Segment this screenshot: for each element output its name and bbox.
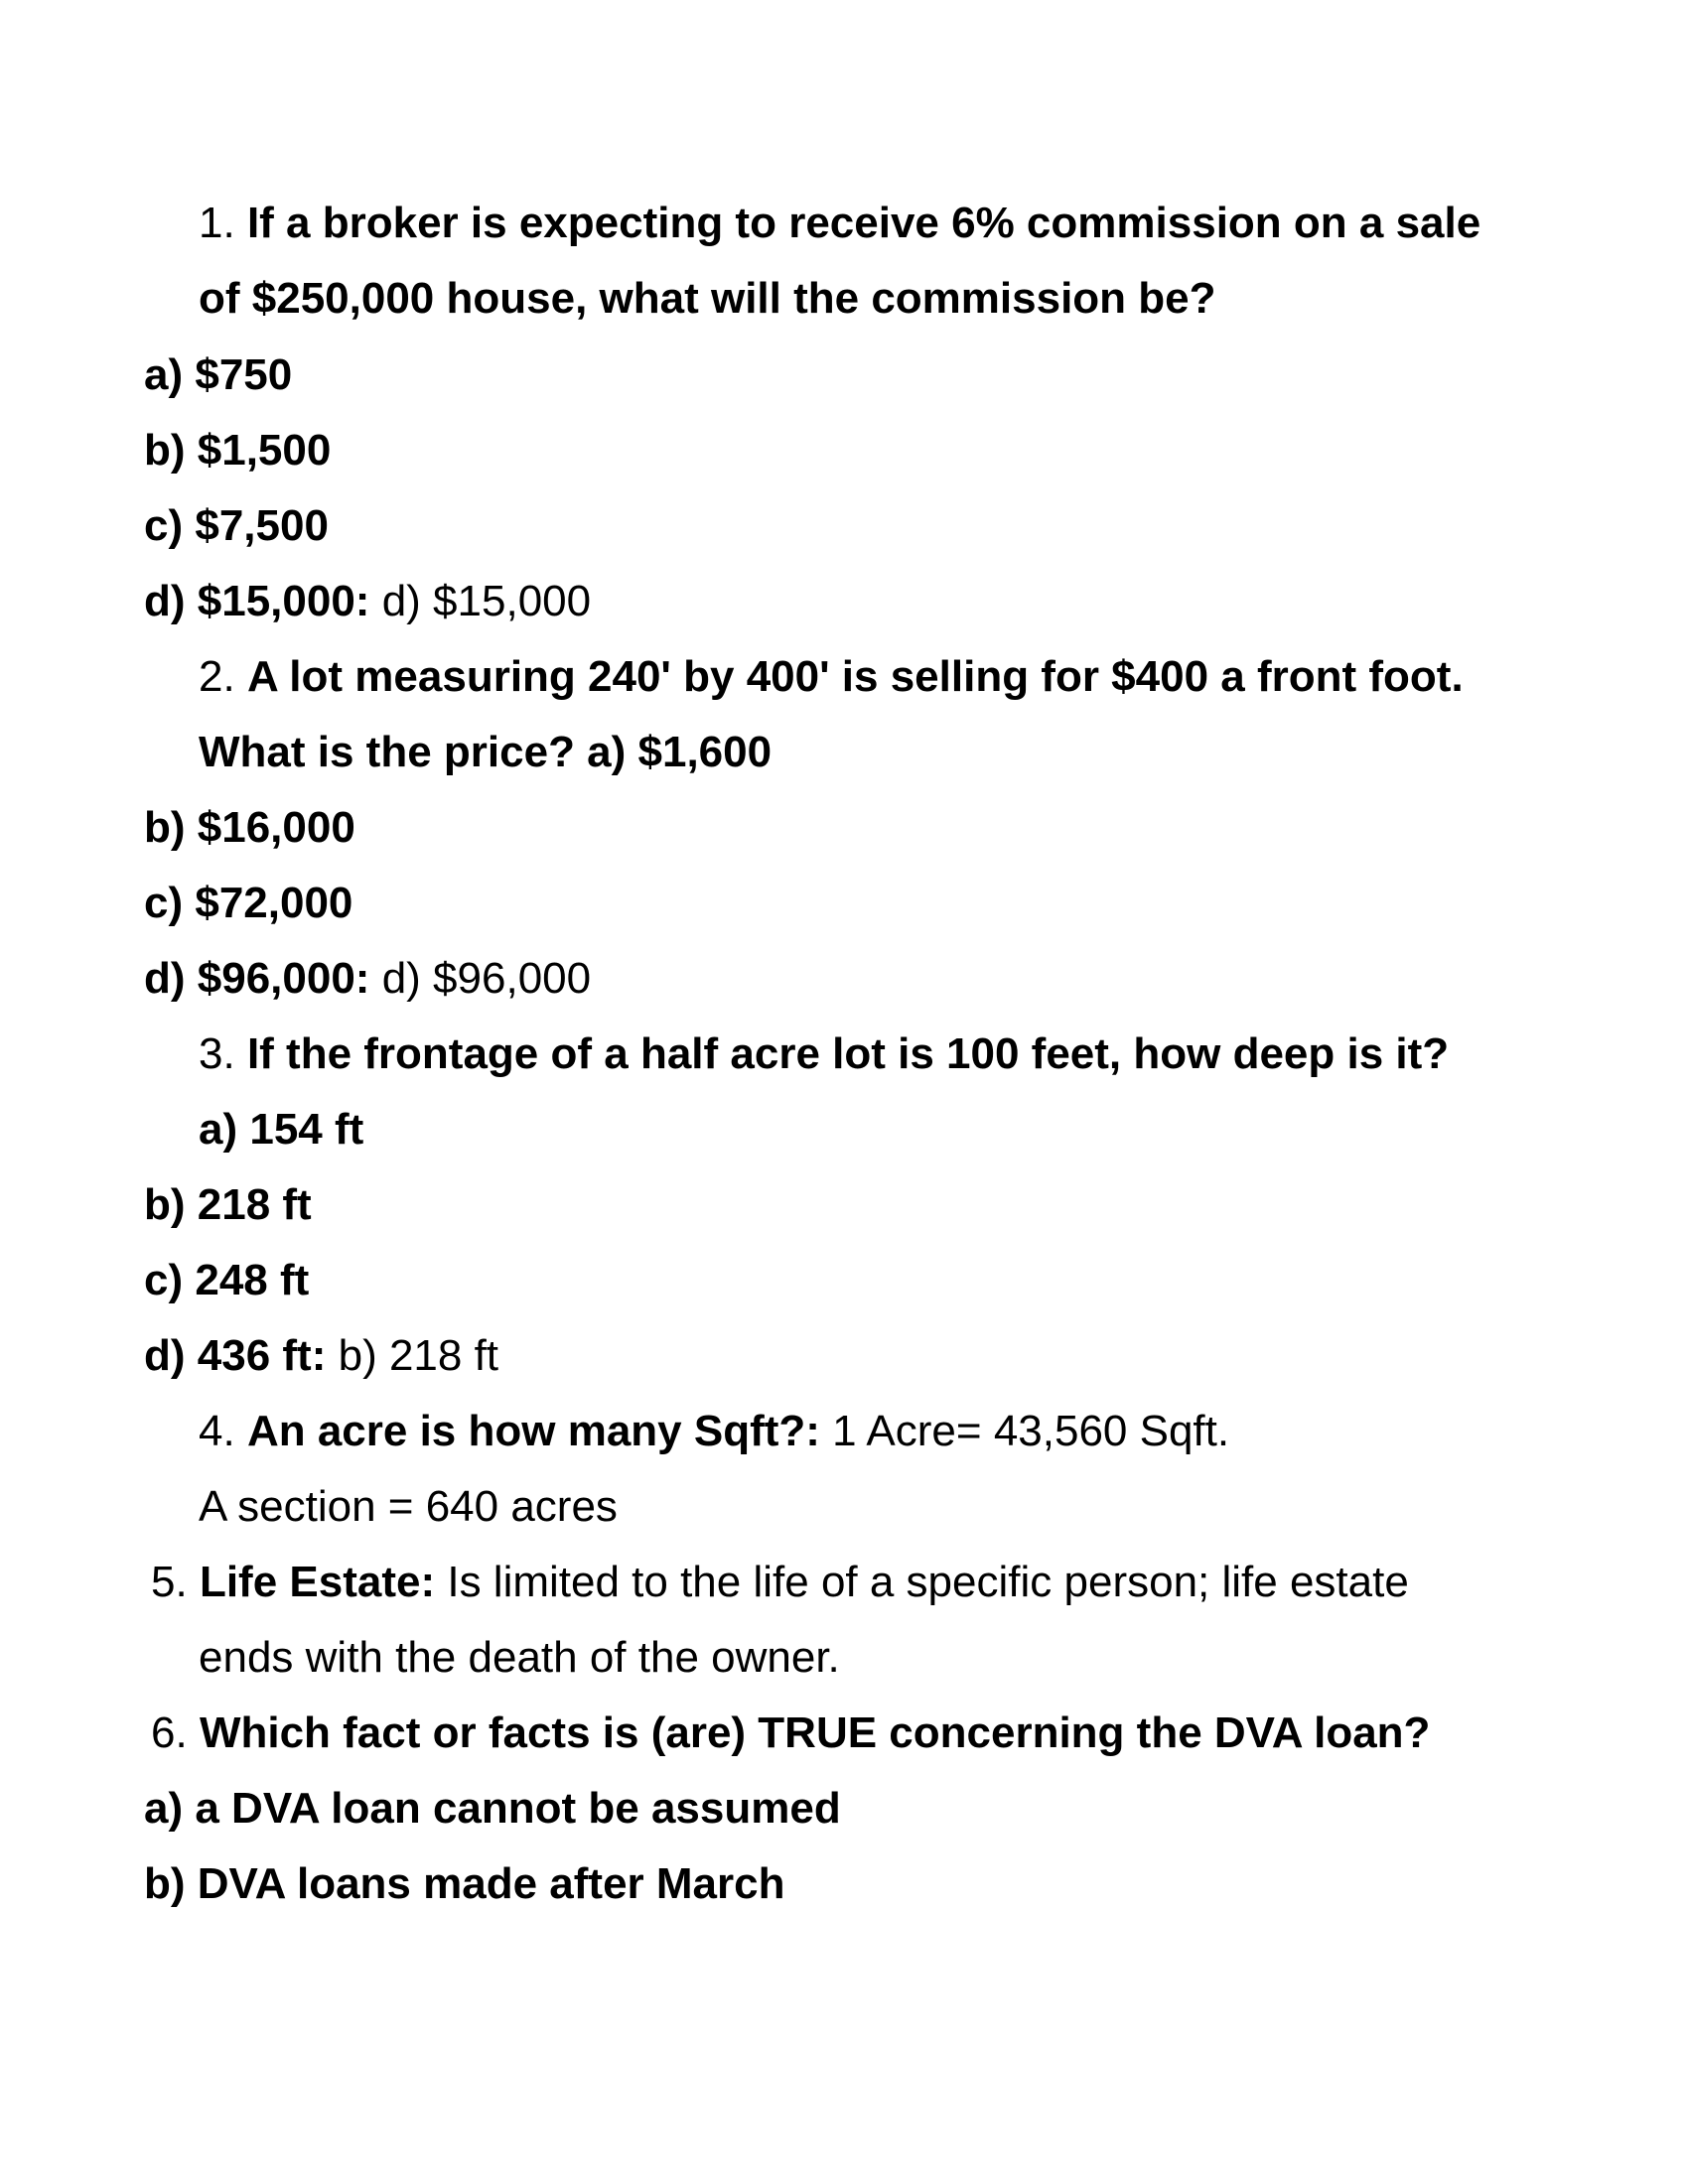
question-1-line-1 (199, 198, 1480, 249)
question-6-line-1 (151, 1707, 1430, 1759)
question-text: What is the price? a) $1,600 (199, 728, 773, 776)
item-4-line-1 (199, 1406, 1229, 1457)
option-b (144, 1179, 312, 1231)
option-text: b) $1,500 (144, 426, 332, 475)
option-d-with-answer (144, 953, 591, 1005)
option-a (144, 1783, 841, 1835)
question-number: 4. (199, 1407, 235, 1455)
question-text: If a broker is expecting to receive 6% commission on a sale (246, 199, 1481, 247)
option-text: a) 154 ft (199, 1105, 364, 1154)
question-text: A lot measuring 240' by 400' is selling for $400 a front foot. (246, 652, 1464, 701)
question-2-line-1 (199, 651, 1464, 703)
question-number: 3. (199, 1029, 235, 1078)
term-text: Life Estate: (199, 1558, 436, 1606)
option-text: c) $7,500 (144, 501, 329, 550)
option-b (144, 425, 331, 477)
option-c (144, 500, 329, 552)
option-d-with-answer (144, 1330, 498, 1382)
question-text: If the frontage of a half acre lot is 100 feet, how deep is it? (246, 1029, 1450, 1078)
answer-text: d) $15,000 (381, 577, 592, 625)
option-b (144, 1858, 784, 1910)
option-b (144, 802, 355, 854)
question-3-line-1 (199, 1028, 1449, 1080)
definition-text: Is limited to the life of a specific person; life estate (447, 1558, 1409, 1606)
question-number: 2. (199, 652, 235, 701)
answer-text: b) 218 ft (338, 1331, 499, 1380)
definition-text: ends with the death of the owner. (199, 1633, 840, 1682)
option-text: c) 248 ft (144, 1256, 310, 1304)
question-number: 1. (199, 199, 235, 247)
option-c (144, 878, 352, 929)
option-text: a) $750 (144, 350, 293, 399)
item-5-line-1 (151, 1557, 1409, 1608)
option-text: b) 218 ft (144, 1180, 312, 1229)
definition-text: A section = 640 acres (199, 1482, 618, 1531)
option-c (144, 1255, 309, 1306)
option-text: d) 436 ft: (144, 1331, 327, 1380)
question-number: 5. (151, 1558, 188, 1606)
option-text: d) $15,000: (144, 577, 370, 625)
option-text: b) $16,000 (144, 803, 355, 852)
option-d-with-answer (144, 576, 591, 627)
option-text: d) $96,000: (144, 954, 370, 1003)
option-text: a) a DVA loan cannot be assumed (144, 1784, 841, 1833)
item-5-line-2 (199, 1632, 840, 1684)
definition-text: 1 Acre= 43,560 Sqft. (832, 1407, 1230, 1455)
option-text: b) DVA loans made after March (144, 1859, 785, 1908)
term-text: An acre is how many Sqft?: (246, 1407, 820, 1455)
item-4-line-2 (199, 1481, 618, 1533)
option-a (144, 349, 292, 401)
question-1-line-2 (199, 273, 1216, 325)
question-2-line-2 (199, 727, 772, 778)
question-text: Which fact or facts is (are) TRUE concerning the DVA loan? (199, 1708, 1431, 1757)
answer-text: d) $96,000 (381, 954, 592, 1003)
question-text: of $250,000 house, what will the commission be? (199, 274, 1216, 323)
option-a (199, 1104, 363, 1156)
question-number: 6. (151, 1708, 188, 1757)
option-text: c) $72,000 (144, 879, 353, 927)
